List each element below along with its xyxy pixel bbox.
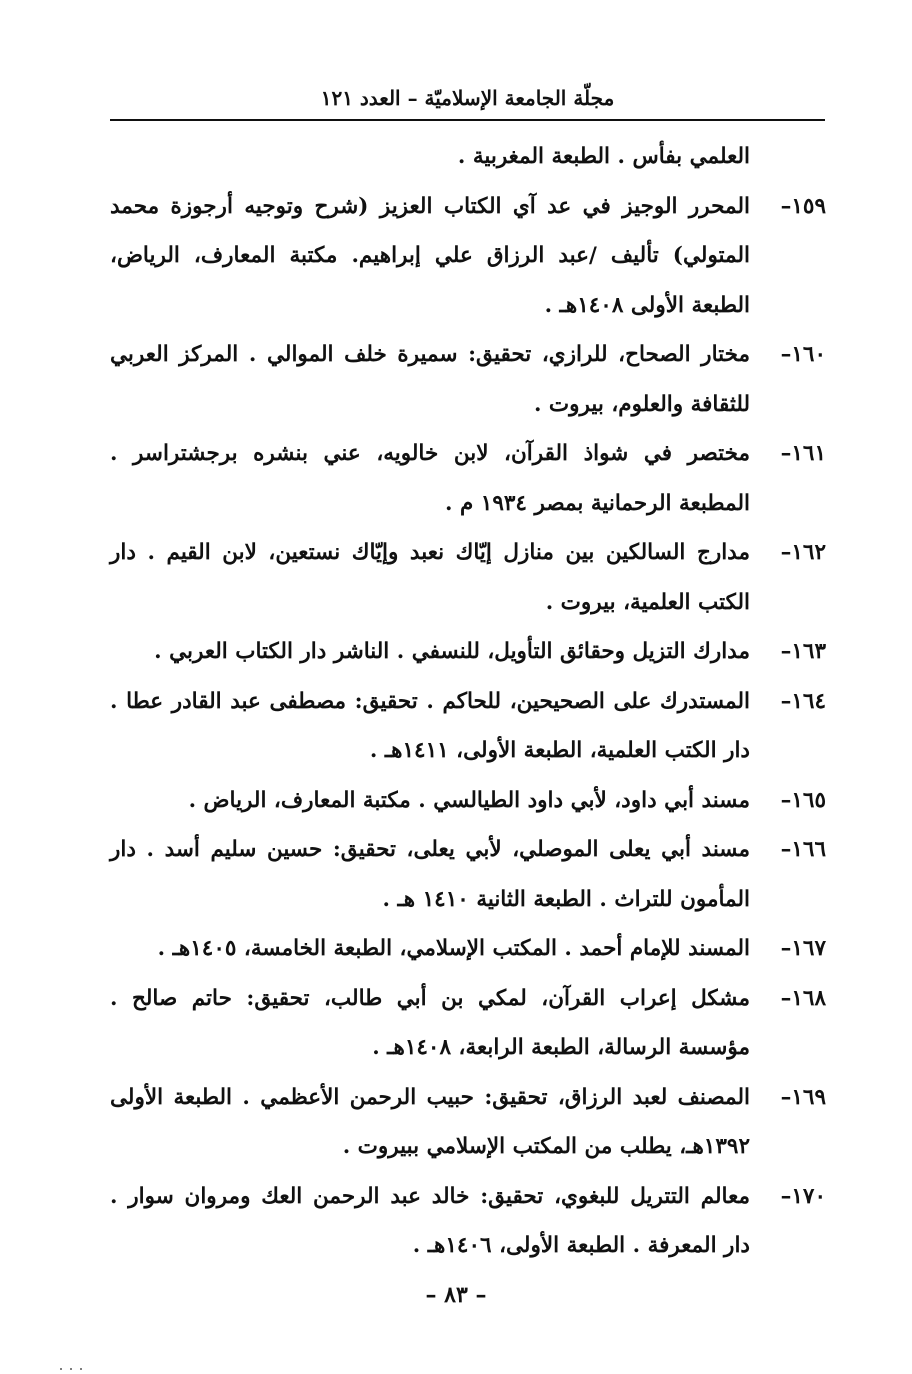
continuation-text: العلمي بفأس . الطبعة المغربية . — [457, 144, 750, 169]
entry-number: ١٦٨– — [780, 985, 826, 1011]
running-header: مجلّة الجامعة الإسلاميّة – العدد ١٢١ — [320, 86, 615, 110]
entry-text: مسند أبي يعلى الموصلي، لأبي يعلى، تحقيق: حسين سليم أسد . دار المأمون للتراث . الطبعة الثانية ١٤١٠ هـ . — [110, 837, 750, 912]
entry-number: ١٦٢– — [780, 540, 826, 565]
bibliography-entry — [110, 528, 826, 627]
entry-text: مدارج السالكين بين منازل إيّاك نعبد وإيّاك نستعين، لابن القيم . دار الكتب العلمية، بيروت . — [110, 540, 750, 615]
entry-text: مشكل إعراب القرآن، لمكي بن أبي طالب، تحقيق: حاتم صالح . مؤسسة الرسالة، الطبعة الرابعة، ١٤٠٨هـ . — [110, 985, 750, 1060]
entry-number: ١٦١– — [780, 441, 826, 466]
entry-number: ١٦٧– — [780, 936, 826, 961]
entry-text: معالم التتريل للبغوي، تحقيق: خالد عبد الرحمن العك ومروان سوار . دار المعرفة . الطبعة الأولى، ١٤٠٦هـ . — [110, 1183, 750, 1258]
entry-number: ١٧٠– — [780, 1183, 826, 1209]
entry-text: مختصر في شواذ القرآن، لابن خالويه، عني بنشره برجشتراسر . المطبعة الرحمانية بمصر ١٩٣٤ م . — [110, 441, 750, 516]
entry-text: مسند أبي داود، لأبي داود الطيالسي . مكتبة المعارف، الرياض . — [188, 787, 750, 813]
bibliography-entry — [110, 825, 826, 924]
bibliography-entry — [110, 627, 826, 677]
bibliography-entry — [110, 182, 826, 331]
entry-text: المستدرك على الصحيحين، للحاكم . تحقيق: مصطفى عبد القادر عطا . دار الكتب العلمية، الطبعة الأولى، ١٤١١هـ . — [110, 688, 750, 763]
entry-text: المسند للإمام أحمد . المكتب الإسلامي، الطبعة الخامسة، ١٤٠٥هـ . — [157, 936, 750, 961]
header-divider — [110, 119, 825, 121]
bibliography-entry — [110, 330, 826, 429]
bibliography-list — [110, 132, 826, 1271]
bibliography-entry — [110, 924, 826, 974]
bibliography-entry — [110, 429, 826, 528]
entry-number: ١٦٠– — [780, 342, 826, 367]
entry-text: المصنف لعبد الرزاق، تحقيق: حبيب الرحمن الأعظمي . الطبعة الأولى ١٣٩٢هـ، يطلب من المكتب الإسلامي ببيروت . — [110, 1084, 750, 1159]
scan-specks — [60, 1355, 90, 1374]
page-number: – ٨٣ – — [425, 1282, 487, 1308]
entry-text: مدارك التزيل وحقائق التأويل، للنسفي . الناشر دار الكتاب العربي . — [154, 639, 750, 664]
entry-number: ١٦٣– — [780, 639, 826, 664]
entry-number: ١٦٤– — [780, 688, 826, 714]
entry-number: ١٦٥– — [780, 787, 826, 813]
entry-text: مختار الصحاح، للرازي، تحقيق: سميرة خلف الموالي . المركز العربي للثقافة والعلوم، بيروت . — [110, 342, 750, 417]
bibliography-entry — [110, 1172, 826, 1271]
bibliography-entry — [110, 677, 826, 776]
bibliography-entry — [110, 776, 826, 826]
entry-number: ١٥٩– — [780, 193, 826, 219]
bibliography-entry — [110, 1073, 826, 1172]
entry-number: ١٦٩– — [780, 1084, 826, 1110]
entry-number: ١٦٦– — [780, 837, 826, 862]
bibliography-entry — [110, 974, 826, 1073]
entry-text: المحرر الوجيز في عد آي الكتاب العزيز (شرح وتوجيه أرجوزة محمد المتولي) تأليف /عبد الرزاق علي إبراهيم. مكتبة المعارف، الرياض، الطبعة الأولى ١٤٠٨هـ . — [110, 193, 750, 318]
